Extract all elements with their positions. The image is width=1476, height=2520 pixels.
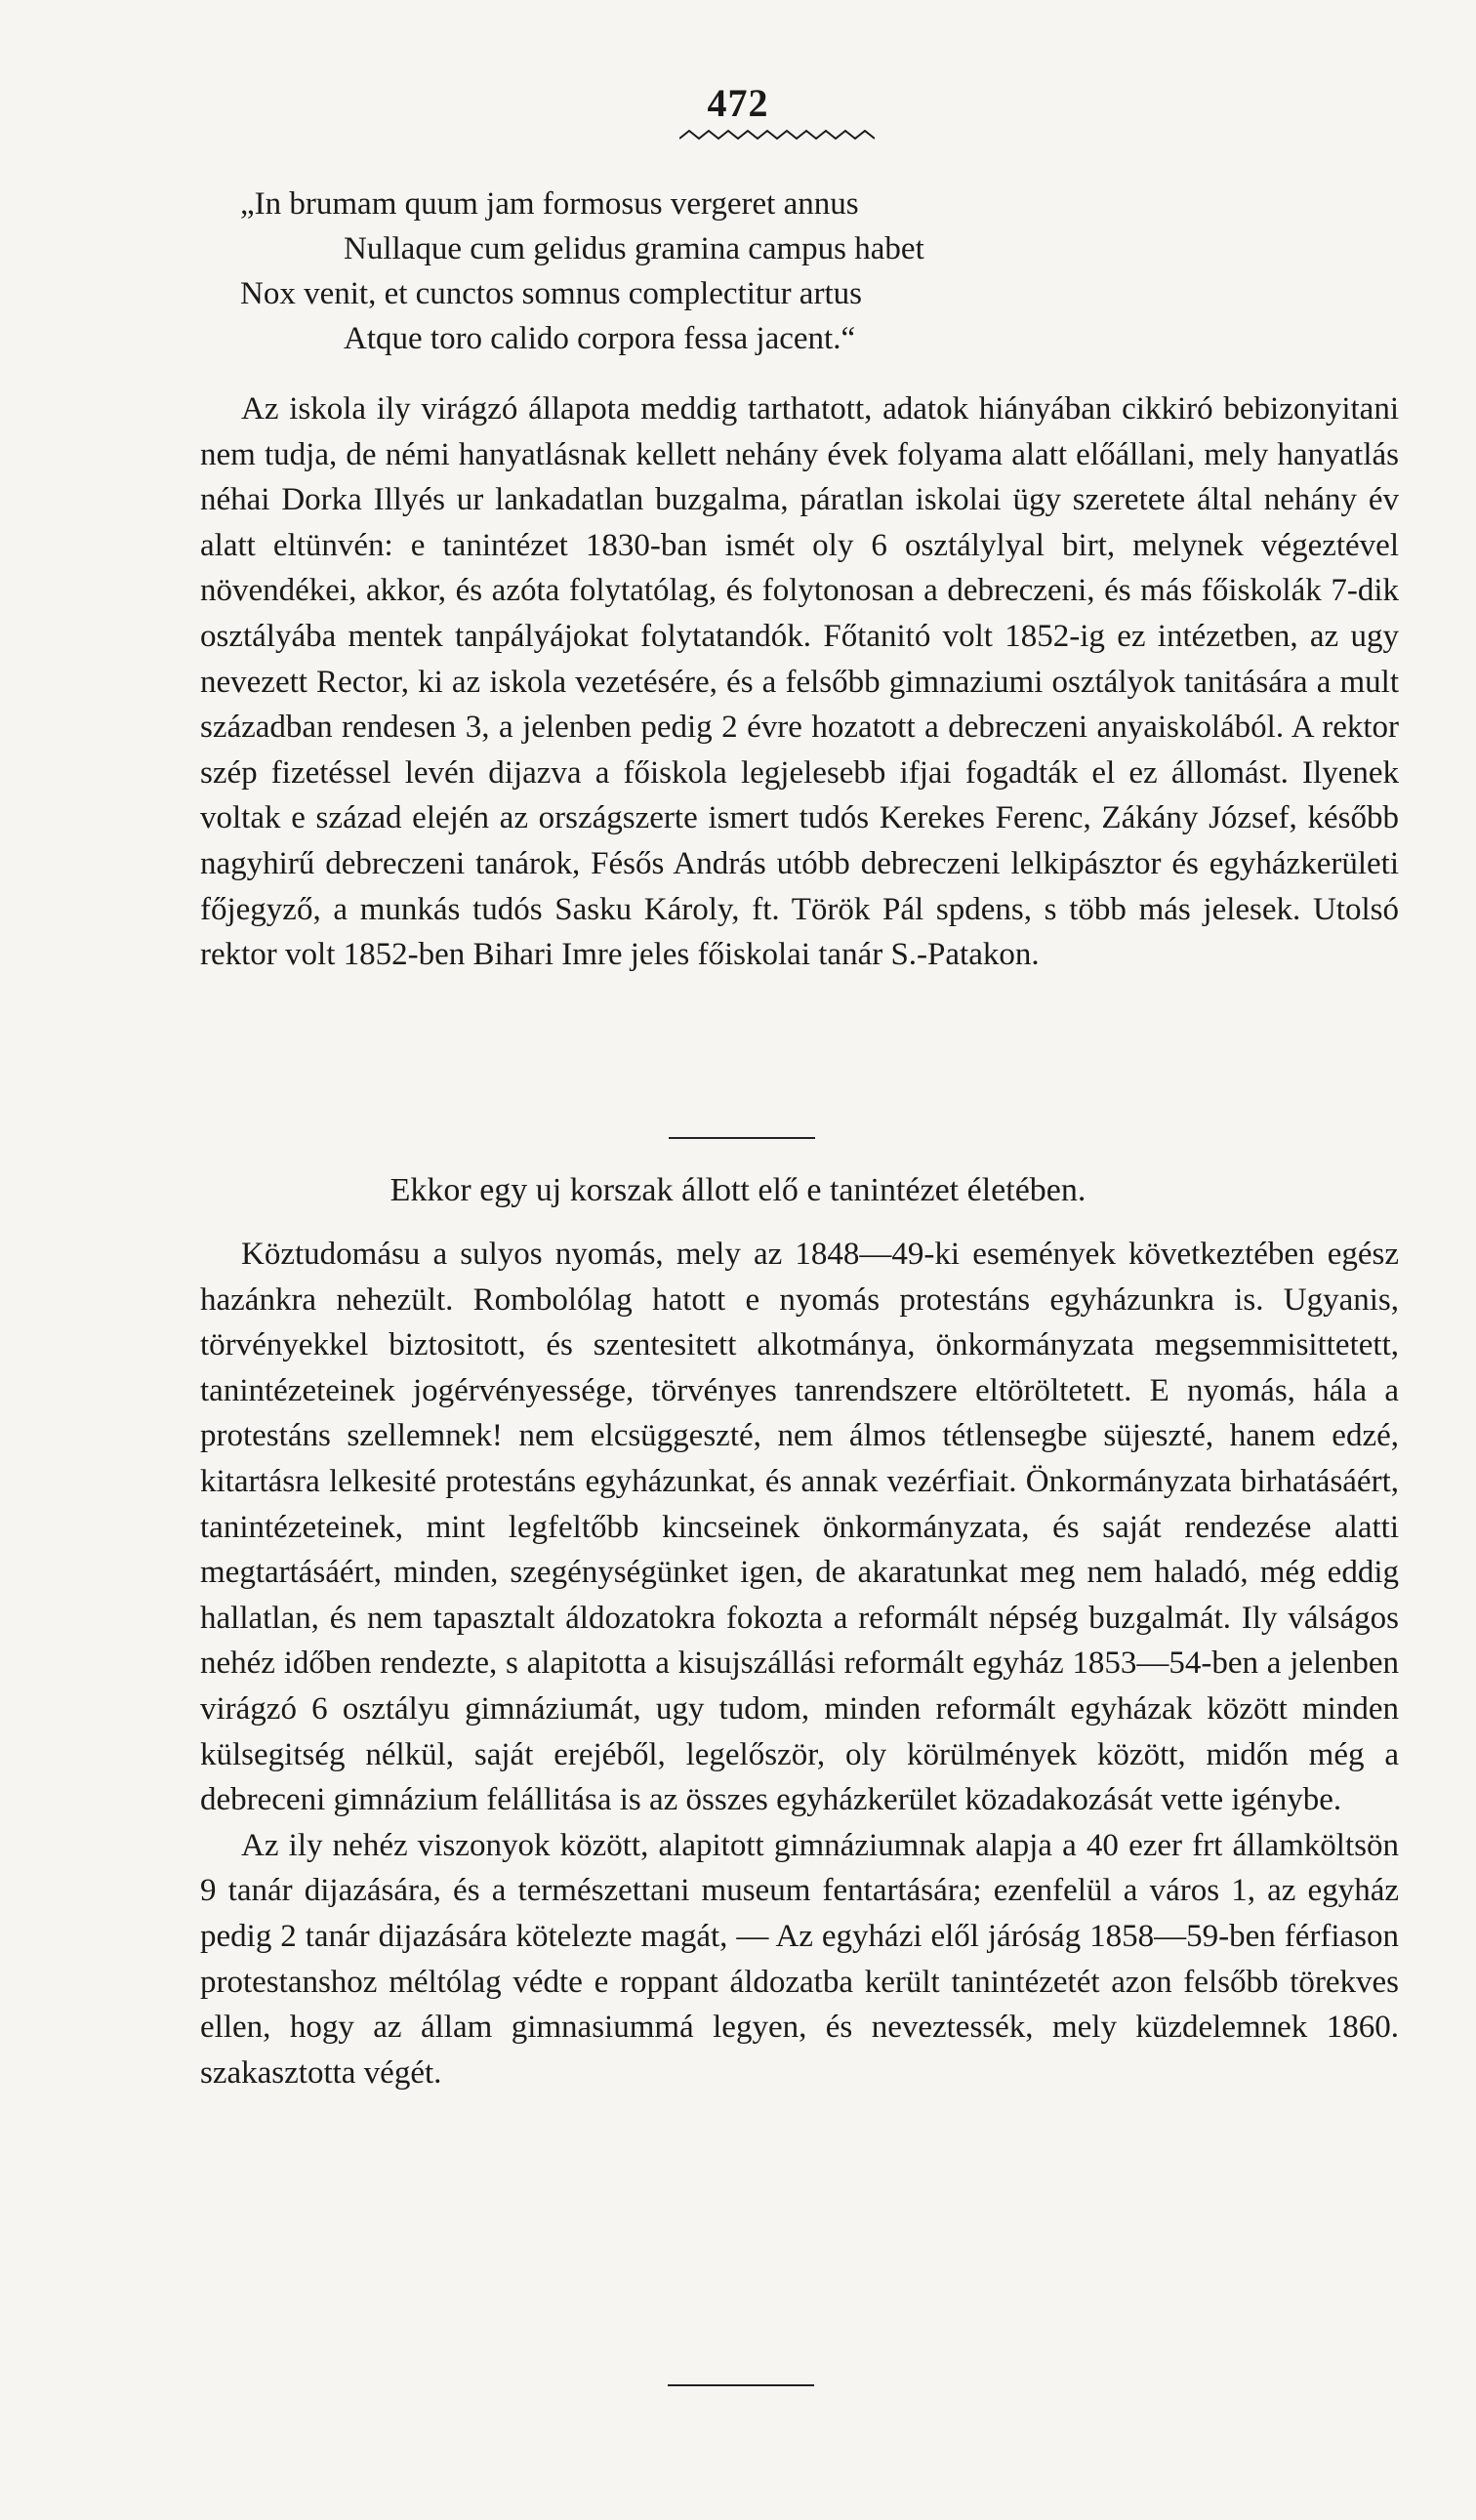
paragraph: Az iskola ily virágzó állapota meddig tarthatott, adatok hiányában cikkiró bebizonyitani nem tudja, de némi hanyatlásnak kellett nehány évek folyama alatt előállani, mely hanyatlás néhai Dorka Illyés ur lankadatlan buzgalma, páratlan iskolai ügy szeretete által nehány év alatt eltünvén: e tanintézet 1830-ban ismét oly 6 osztálylyal birt, melynek végeztével növendékei, akkor, és azóta folytatólag, és folytonosan a debreczeni, és más főiskolák 7-dik osztályába mentek tanpályájokat folytatandók. Főtanitó volt 1852-ig ez intézetben, az ugy nevezett Rector, ki az iskola vezetésére, és a felsőbb gimnaziumi osztályok tanitására a mult században rendesen 3, a jelenben pedig 2 évre hozatott a debreczeni anyaiskolából. A rektor szép fizetéssel levén dijazva a főiskola legjelesebb ifjai fogadták el ez állomást. Ilyenek voltak e század elején az országszerte ismert tudós Kerekes Ferenc, Zákány József, később nagyhirű debreczeni tanárok, Fésős András utóbb debreczeni lelkipásztor és egyházkerületi főjegyző, a munkás tudós Sasku Károly, ft. Török Pál spdens, s több más jelesek. Utolsó rektor volt 1852-ben Bihari Imre jeles főiskolai tanár S.-Patakon. xyxy=(200,391,1399,973)
poem-line: Atque toro calido corpora fessa jacent.“ xyxy=(344,321,856,356)
text-section-1 xyxy=(200,386,1399,978)
wavy-ornament xyxy=(679,129,875,142)
poem-line: „In brumam quum jam formosus vergeret annus xyxy=(240,186,859,222)
poem-line: Nullaque cum gelidus gramina campus habet xyxy=(344,231,924,266)
page-number: 472 xyxy=(707,81,769,125)
latin-poem xyxy=(240,182,1265,361)
section-divider xyxy=(669,1137,815,1139)
section-heading: Ekkor egy uj korszak állott elő e tanintézet életében. xyxy=(390,1172,1086,1208)
paragraph: Köztudomásu a sulyos nyomás, mely az 1848—49-ki események következtében egész hazánkra nehezült. Rombolólag hatott e nyomás protestáns egyházunkra is. Ugyanis, törvényekkel biztositott, és szentesitett alkotmánya, önkormányzata megsemmisittetett, tanintézeteinek jogérvényessége, törvényes tanrendszere eltöröltetett. E nyomás, hála a protestáns szellemnek! nem elcsüggeszté, nem álmos tétlensegbe süjeszté, hanem edzé, kitartásra lelkesité protestáns egyházunkat, és annak vezérfiait. Önkormányzata birhatásáért, tanintézeteinek, mint legfeltőbb kincseinek önkormányzata, és saját rendezése alatti megtartásáért, minden, szegénységünket igen, de akaratunkat meg nem haladó, még eddig hallatlan, és nem tapasztalt áldozatokra fokozta a reformált népség buzgalmát. Ily válságos nehéz időben rendezte, s alapitotta a kisujszállási reformált egyház 1853—54-ben a jelenben virágzó 6 osztályu gimnáziumát, ugy tudom, minden reformált egyházak között minden külsegitség nélkül, saját erejéből, legelőször, oly körülmények között, midőn még a debreceni gimnázium felállitása is az összes egyházkerület közadakozását vette igénybe. xyxy=(200,1237,1399,1818)
section-divider xyxy=(668,2384,814,2386)
text-section-2 xyxy=(200,1232,1399,2095)
poem-line: Nox venit, et cunctos somnus complectitur artus xyxy=(240,276,862,311)
paragraph: Az ily nehéz viszonyok között, alapitott gimnáziumnak alapja a 40 ezer frt államköltsön 9 tanár dijazására, és a természettani museum fentartására; ezenfelül a város 1, az egyház pedig 2 tanár dijazására kötelezte magát, — Az egyházi elől járóság 1858—59-ben férfiason protestanshoz méltólag védte e roppant áldozatba került tanintézetét azon felsőbb törekves ellen, hogy az állam gimnasiummá legyen, és neveztessék, mely küzdelemnek 1860. szakasztotta végét. xyxy=(200,1827,1399,2091)
